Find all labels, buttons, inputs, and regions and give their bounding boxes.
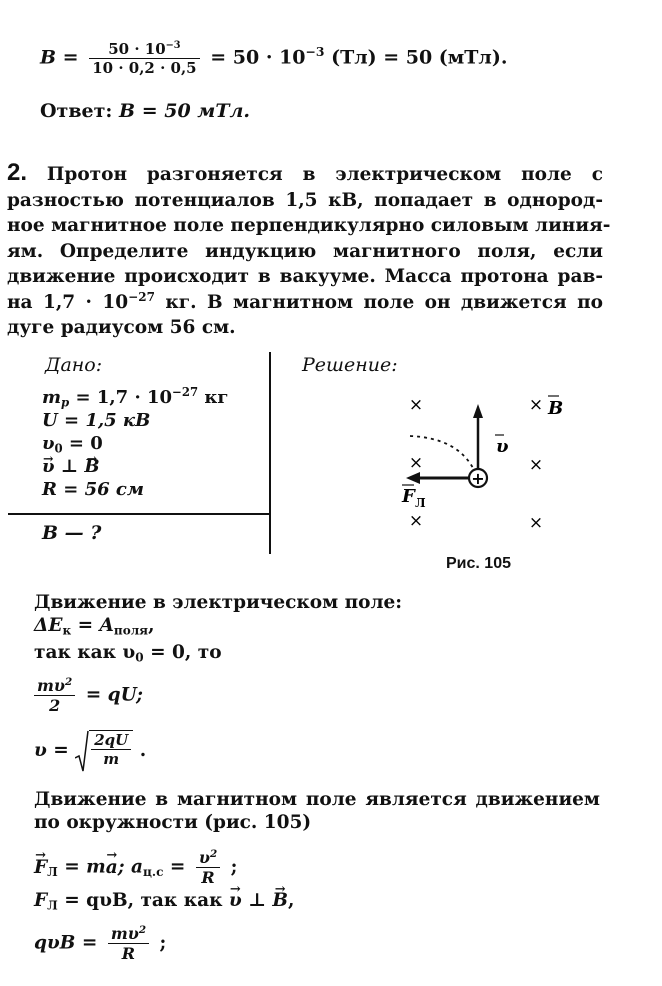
field-label: B <box>548 398 564 419</box>
field-cross: × <box>528 395 544 415</box>
magnetic-paragraph: Движение в магнитном поле является движением по окружности (рис. 105) <box>34 789 600 833</box>
solution-title: Решение: <box>302 354 398 376</box>
since-line: так как $\upsilon_0 = 0$, то <box>34 642 222 665</box>
given-initial-speed: $\upsilon_0 = 0$ <box>42 433 103 456</box>
electric-heading: Движение в электрическом поле: <box>34 592 403 613</box>
given-voltage: U = 1,5 кВ <box>42 410 151 431</box>
velocity-arrowhead <box>473 404 483 418</box>
force-arrowhead <box>406 472 420 484</box>
problem-line-7: дуге радиусом 56 см. <box>7 317 236 338</box>
given-perpendicular: → υ ⊥ → B <box>42 455 228 478</box>
problem-line-5: движение происходит в вакууме. Масса протона рав- <box>7 266 603 287</box>
problem-line-4: ям. Определите индукцию магнитного поля, если <box>7 240 603 262</box>
field-cross: × <box>408 453 424 473</box>
problem-line-2: разностью потенциалов 1,5 кВ, попадает в однород- <box>7 189 603 211</box>
field-cross: × <box>408 395 424 415</box>
newton-equation: → $F_Л = m\to a$; $a_{ц.с}$ = $\frac{\upsilon^2}{R}$ ; <box>34 848 237 887</box>
given-title: Дано: <box>45 354 103 376</box>
figure-105 <box>396 390 606 550</box>
given-divider-horizontal <box>8 513 271 515</box>
problem-line-1: 2. Протон разгоняется в электрическом поле с <box>7 159 603 186</box>
given-mass: $m_p = 1,7 \cdot 10^{-27}$ кг <box>42 384 229 410</box>
top-formula-fraction: $\frac{50 \cdot 10^{-3}}{10 \cdot 0,2 \cdot 0,5}$ <box>89 40 199 77</box>
velocity-equation: υ = $\frac{2qU}{m}$ . <box>34 730 146 772</box>
sqrt-symbol: $\frac{2qU}{m}$ <box>75 730 133 772</box>
proton-sign: + <box>471 469 485 488</box>
given-find: B — ? <box>42 522 102 544</box>
top-formula-rhs-b: (Тл) = 50 (мТл). <box>331 46 508 69</box>
force-label: F <box>402 486 415 507</box>
final-equation: qυB = $\frac{m\upsilon^2}{R}$ ; <box>34 923 167 963</box>
figure-caption: Рис. 105 <box>446 555 511 572</box>
energy-equation: $\Delta E_к = A_{поля}$, <box>34 615 155 638</box>
answer-line <box>40 100 250 122</box>
lorentz-equation: $F_Л = q\upsilon B$, так как → υ ⊥ → B, <box>34 890 295 911</box>
force-label-sub: Л <box>415 496 426 510</box>
kinetic-energy-equation: $\frac{m\upsilon^2}{2}$ = qU; <box>30 676 143 715</box>
answer-value: B = 50 мТл. <box>119 100 251 122</box>
problem-line-6: на $1,7 \cdot 10^{-27}$ кг. В магнитном поле он движется по <box>7 289 603 313</box>
top-formula: B = $\frac{50 \cdot 10^{-3}}{10 \cdot 0,2 \cdot 0,5}$ = $50 \cdot 10^{-3}$ (Тл) = 50 (мТл). <box>40 40 508 77</box>
given-values <box>42 386 228 501</box>
problem-number: 2. <box>7 159 28 186</box>
given-divider-vertical <box>269 352 271 554</box>
top-formula-lhs: B = <box>40 46 79 69</box>
field-cross: × <box>408 511 424 531</box>
field-cross: × <box>528 513 544 533</box>
problem-line-3: ное магнитное поле перпендикулярно силовым линия- <box>7 215 611 236</box>
top-formula-rhs-a: = 50 · 10 <box>210 46 306 69</box>
problem-statement <box>7 159 611 341</box>
answer-label: Ответ: <box>40 100 113 122</box>
given-radius: R = 56 см <box>42 479 144 500</box>
field-cross: × <box>528 455 544 475</box>
velocity-label: υ <box>496 436 509 457</box>
